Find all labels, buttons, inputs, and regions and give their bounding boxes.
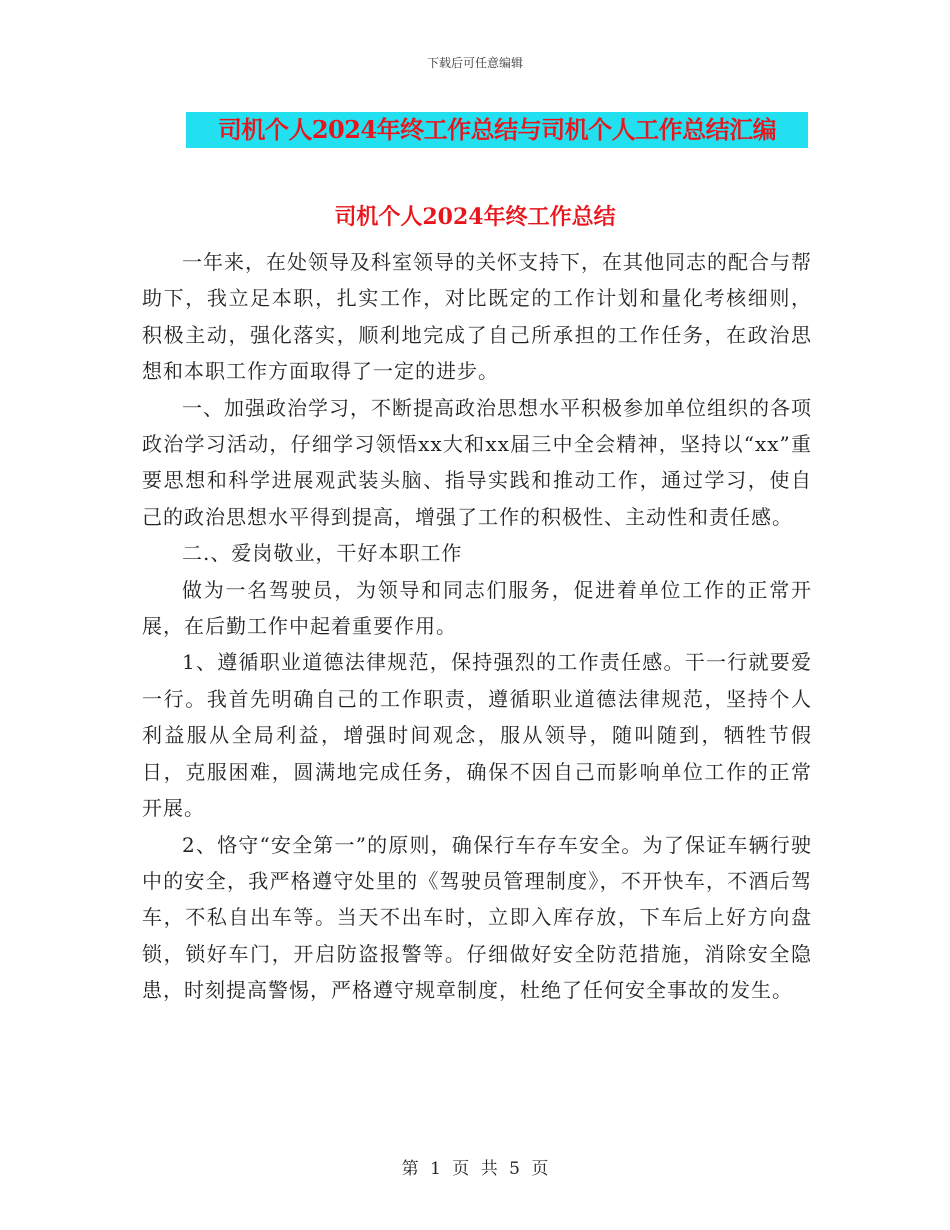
paragraph-heading-dedication: 二.、爱岗敬业，干好本职工作 (182, 541, 463, 566)
document-body (142, 244, 812, 1009)
paragraph-point-2: 2、恪守“安全第一”的原则，确保行车存车安全。为了保证车辆行驶中的安全，我严格遵守处里的《驾驶员管理制度》，不开快车，不酒后驾车，不私自出车等。当天不出车时，立即入库存放，下车后上好方向盘锁，锁好车门，开启防盗报警等。仔细做好安全防范措施，消除安全隐患，时刻提高警惕，严格遵守规章制度，杜绝了任何安全事故的发生。 (142, 832, 812, 1003)
paragraph-driver-role: 做为一名驾驶员，为领导和同志们服务，促进着单位工作的正常开展，在后勤工作中起着重要作用。 (142, 577, 812, 639)
page-footer: 第 1 页 共 5 页 (401, 1159, 549, 1179)
page-header-note: 下载后可任意编辑 (426, 56, 523, 70)
section-title: 司机个人2024年终工作总结 (334, 204, 616, 230)
paragraph-political-study: 一、加强政治学习，不断提高政治思想水平积极参加单位组织的各项政治学习活动，仔细学习领悟xx大和xx届三中全会精神，坚持以“xx”重要思想和科学进展观武装头脑、指导实践和推动工作，通过学习，使自己的政治思想水平得到提高，增强了工作的积极性、主动性和责任感。 (142, 395, 812, 529)
document-title-highlight (186, 112, 808, 148)
paragraph-intro: 一年来，在处领导及科室领导的关怀支持下，在其他同志的配合与帮助下，我立足本职，扎实工作，对比既定的工作计划和量化考核细则，积极主动，强化落实，顺利地完成了自己所承担的工作任务，在政治思想和本职工作方面取得了一定的进步。 (142, 250, 812, 384)
paragraph-point-1: 1、遵循职业道德法律规范，保持强烈的工作责任感。干一行就要爱一行。我首先明确自己的工作职责，遵循职业道德法律规范，坚持个人利益服从全局利益，增强时间观念，服从领导，随叫随到，牺牲节假日，克服困难，圆满地完成任务，确保不因自己而影响单位工作的正常开展。 (142, 650, 812, 821)
document-title: 司机个人2024年终工作总结与司机个人工作总结汇编 (217, 115, 777, 144)
